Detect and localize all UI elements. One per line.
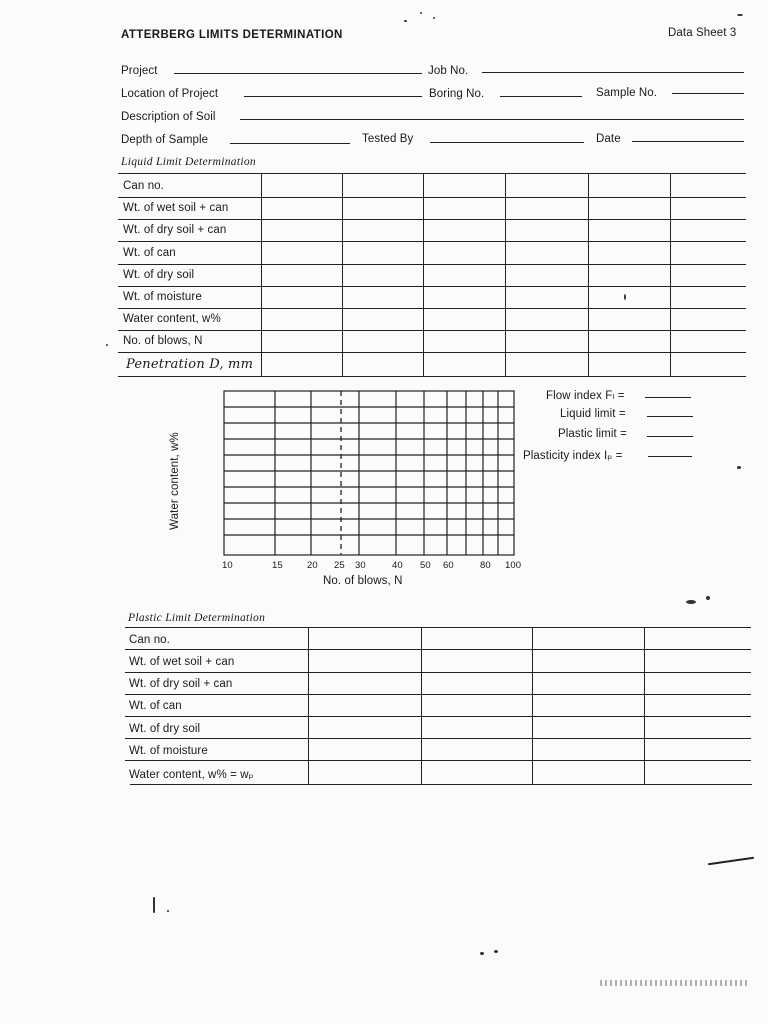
boring-no-label: Boring No. (429, 88, 485, 100)
row-blows: No. of blows, N (123, 335, 203, 347)
row-wet-soil-can: Wt. of wet soil + can (123, 202, 229, 214)
plastic-row-dry-soil-can: Wt. of dry soil + can (129, 678, 233, 690)
liquid-limit-label: Liquid limit = (560, 408, 626, 420)
flow-index-field[interactable] (645, 397, 691, 398)
plastic-row-wet-soil-can: Wt. of wet soil + can (129, 656, 235, 668)
plastic-row-can-weight: Wt. of can (129, 700, 182, 712)
date-field[interactable] (632, 141, 744, 142)
plasticity-index-label: Plasticity index Iₚ = (523, 450, 623, 462)
job-no-label: Job No. (428, 65, 469, 77)
depth-label: Depth of Sample (121, 134, 209, 146)
tick-15: 15 (272, 560, 283, 571)
tick-60: 60 (443, 560, 454, 571)
tested-by-field[interactable] (430, 142, 584, 143)
plastic-row-can-no: Can no. (129, 634, 170, 646)
location-field[interactable] (244, 96, 422, 97)
date-label: Date (596, 133, 621, 145)
tested-by-label: Tested By (362, 133, 414, 145)
row-can-weight: Wt. of can (123, 247, 176, 259)
graph-y-label: Water content, w% (169, 432, 181, 530)
tick-80: 80 (480, 560, 491, 571)
liquid-limit-title: Liquid Limit Determination (121, 156, 256, 168)
row-water-content: Water content, w% (123, 313, 221, 325)
plastic-row-moisture: Wt. of moisture (129, 745, 208, 757)
flow-index-label: Flow index Fₗ = (546, 390, 625, 402)
sheet-number: Data Sheet 3 (668, 27, 737, 39)
sheet-title: ATTERBERG LIMITS DETERMINATION (121, 29, 343, 41)
tick-50: 50 (420, 560, 431, 571)
plastic-limit-field[interactable] (647, 436, 693, 437)
boring-no-field[interactable] (500, 96, 582, 97)
row-moisture: Wt. of moisture (123, 291, 202, 303)
tick-20: 20 (307, 560, 318, 571)
description-label: Description of Soil (121, 111, 216, 123)
plastic-limit-title: Plastic Limit Determination (128, 612, 266, 624)
project-label: Project (121, 65, 158, 77)
tick-25: 25 (334, 560, 345, 571)
project-field[interactable] (174, 73, 422, 74)
description-field[interactable] (240, 119, 744, 120)
sample-no-label: Sample No. (596, 87, 658, 99)
job-no-field[interactable] (482, 72, 744, 73)
plastic-limit-label: Plastic limit = (558, 428, 627, 440)
tick-30: 30 (355, 560, 366, 571)
plastic-row-dry-soil: Wt. of dry soil (129, 723, 201, 735)
row-dry-soil-can: Wt. of dry soil + can (123, 224, 227, 236)
plasticity-index-field[interactable] (648, 456, 692, 457)
location-label: Location of Project (121, 88, 219, 100)
row-dry-soil: Wt. of dry soil (123, 269, 195, 281)
liquid-limit-field[interactable] (647, 416, 693, 417)
handwritten-penetration-label: Penetration D, mm (126, 357, 254, 372)
row-can-no: Can no. (123, 180, 164, 192)
graph-x-label: No. of blows, N (323, 575, 403, 587)
tick-100: 100 (505, 560, 522, 571)
tick-10: 10 (222, 560, 233, 571)
tick-40: 40 (392, 560, 403, 571)
depth-field[interactable] (230, 143, 350, 144)
plastic-row-water-content: Water content, w% = wₚ (129, 769, 254, 781)
sample-no-field[interactable] (672, 93, 744, 94)
